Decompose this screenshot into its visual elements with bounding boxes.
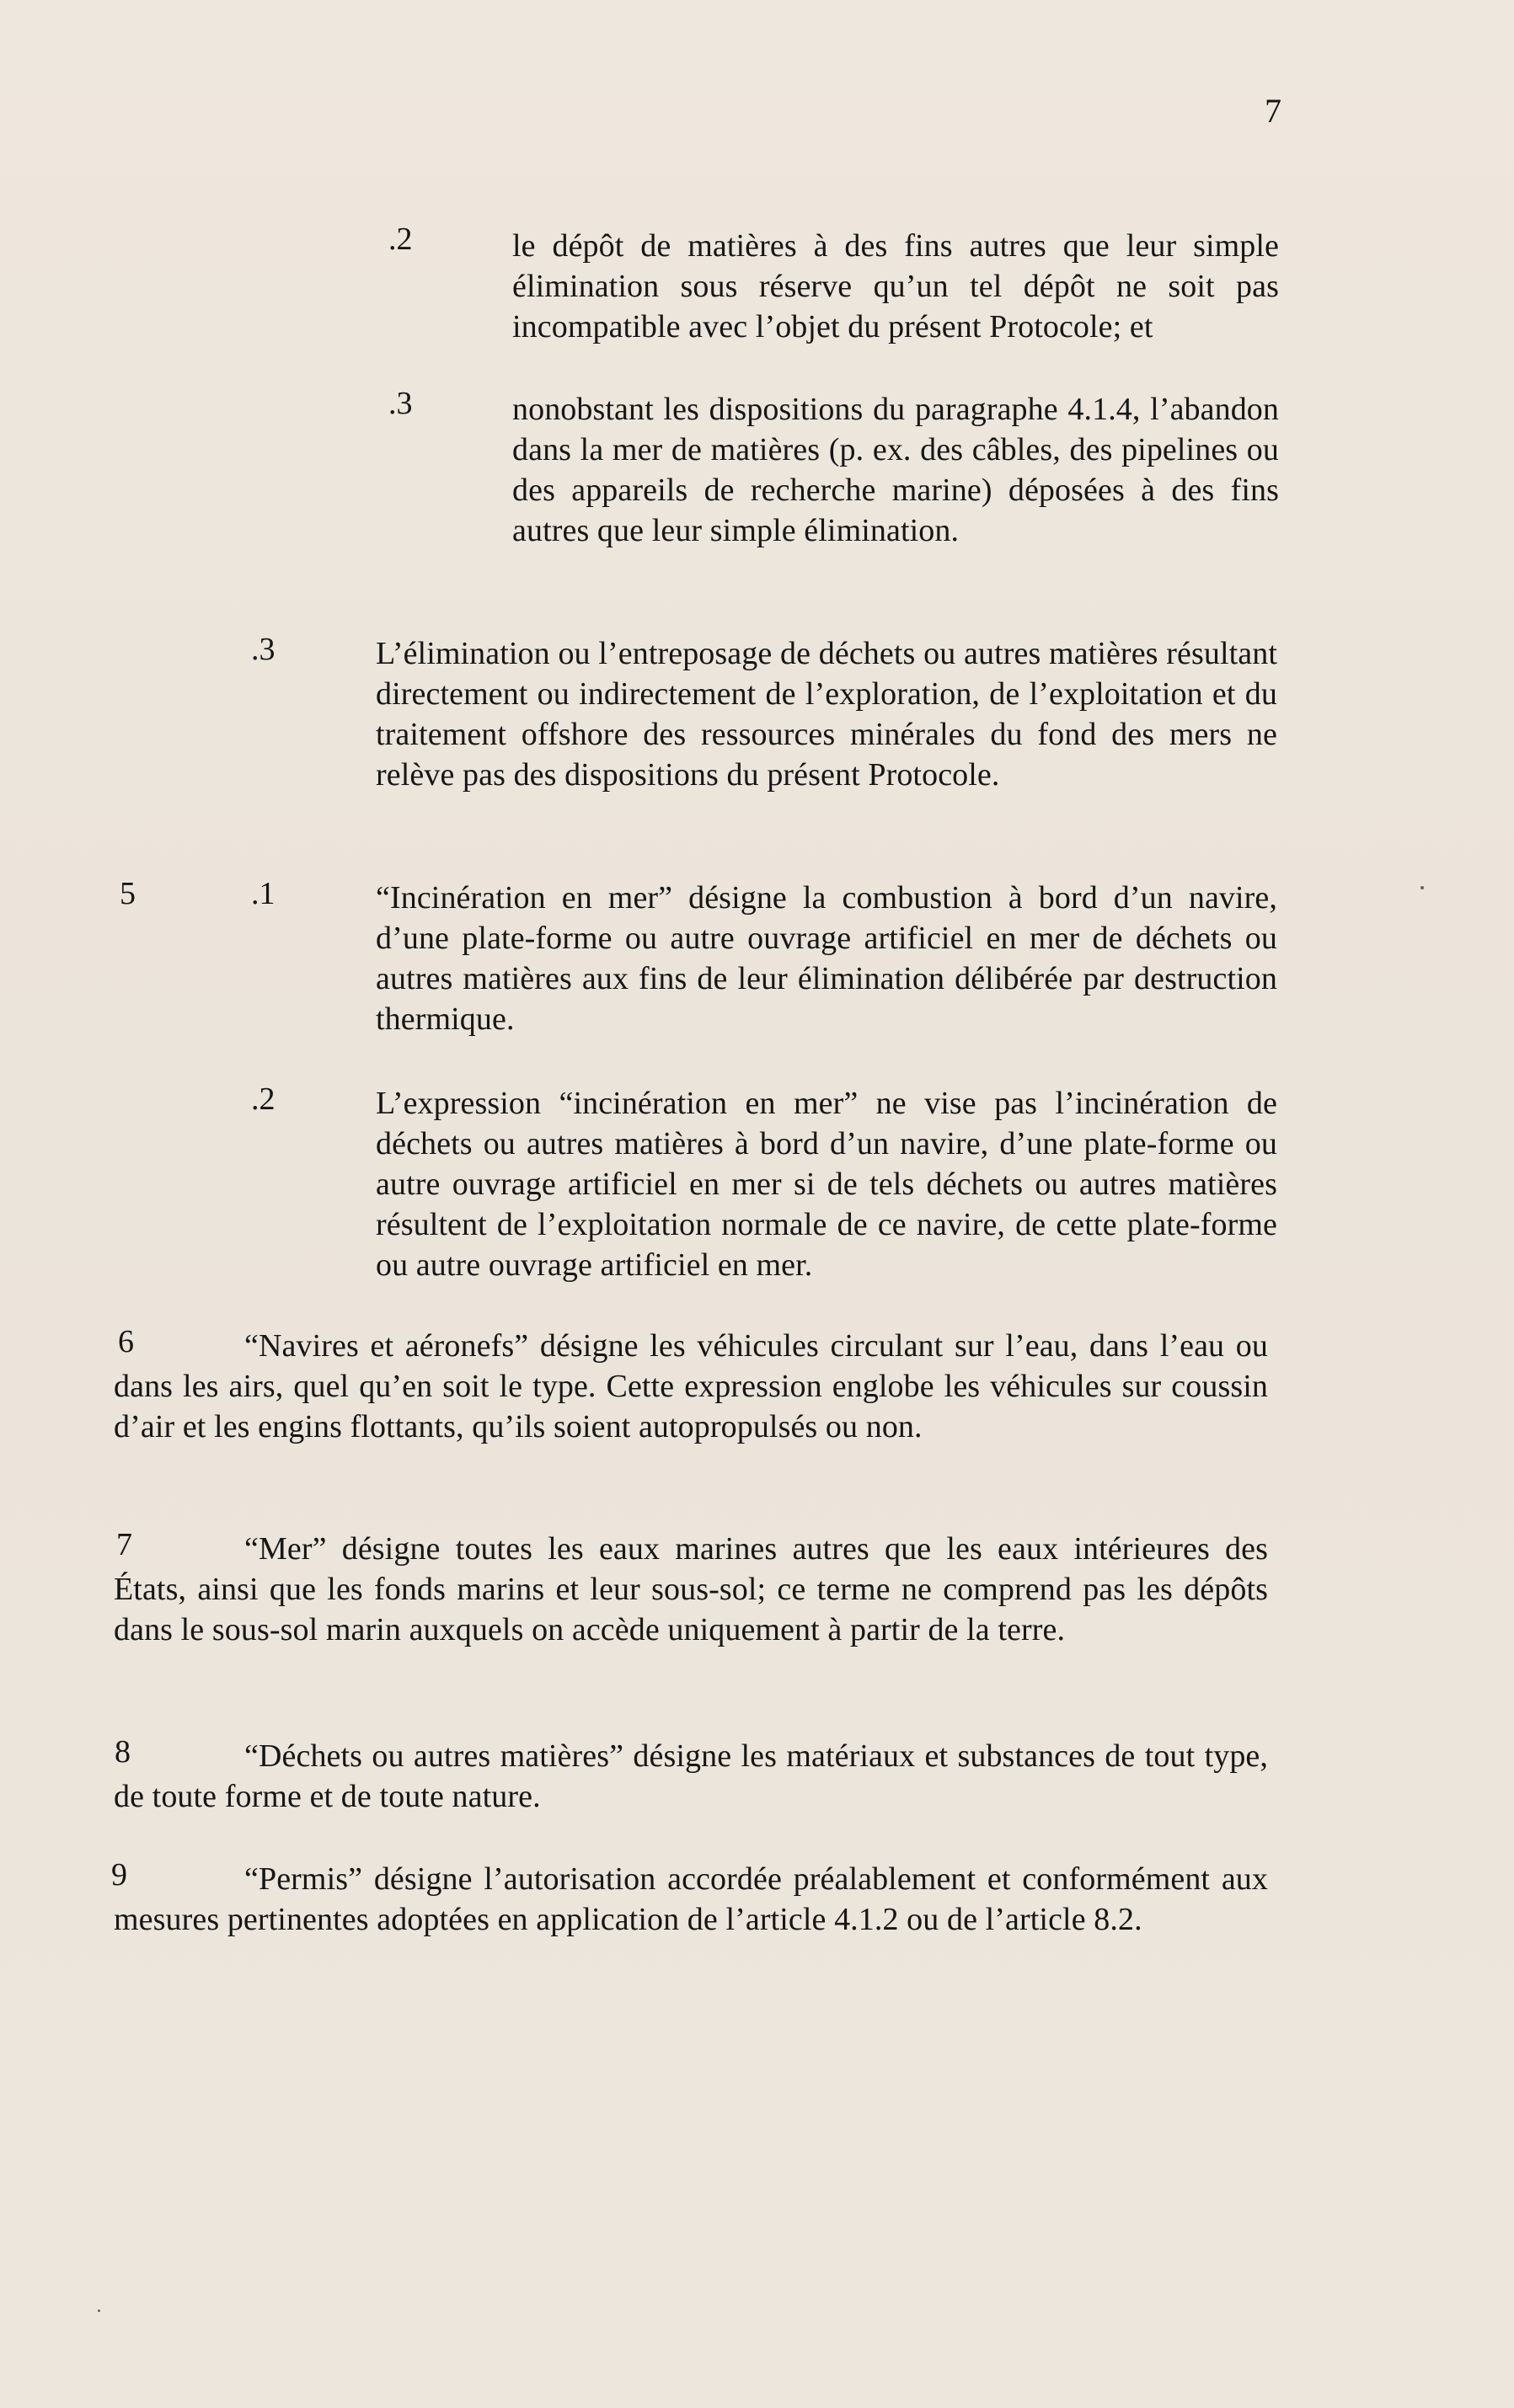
definition-paragraph: “Permis” désigne l’autorisation accordée préalablement et conformément aux mesures pertinentes adoptées en application de l’article 4.1.2 ou de l’article 8.2. — [114, 1861, 1268, 1937]
subsection-paragraph: L’élimination ou l’entreposage de déchets ou autres matières résultant directement ou indirectement de l’exploration, de l’exploitation et du traitement offshore des ressources minérales du fond des mers ne relève pas des dispositions du présent Protocole. — [376, 636, 1277, 793]
page-number: 7 — [1265, 92, 1281, 130]
scan-speck — [98, 2309, 100, 2312]
section-number: 7 — [116, 1527, 132, 1562]
subsection-marker: .1 — [251, 876, 276, 911]
clause-marker: .3 — [388, 386, 413, 421]
scan-speck — [1420, 886, 1424, 889]
section-number: 5 — [120, 876, 136, 911]
section-number: 8 — [115, 1734, 131, 1770]
subsection-marker: .3 — [251, 632, 276, 667]
clause-paragraph: nonobstant les dispositions du paragraphe 4.1.4, l’abandon dans la mer de matières (p. ex. des câbles, des pipelines ou des appareils de recherche marine) déposées à des fins autres que leur simple élimination. — [512, 392, 1279, 548]
subsection-marker: .2 — [251, 1081, 276, 1117]
definition-paragraph: “Déchets ou autres matières” désigne les matériaux et substances de tout type, de toute forme et de toute nature. — [114, 1738, 1268, 1814]
section-number: 6 — [118, 1324, 134, 1359]
definition-paragraph: “Mer” désigne toutes les eaux marines autres que les eaux intérieures des États, ainsi que les fonds marins et leur sous-sol; ce terme ne comprend pas les dépôts dans le sous-sol marin auxquels on accède uniquement à partir de la terre. — [114, 1531, 1268, 1647]
subsection-paragraph: “Incinération en mer” désigne la combustion à bord d’un navire, d’une plate-forme ou autre ouvrage artificiel en mer de déchets ou autres matières aux fins de leur élimination délibérée par destruction thermique. — [376, 880, 1277, 1037]
definition-paragraph: “Navires et aéronefs” désigne les véhicules circulant sur l’eau, dans l’eau ou dans les airs, quel qu’en soit le type. Cette expression englobe les véhicules sur coussin d’air et les engins flottants, qu’ils soient autopropulsés ou non. — [114, 1328, 1268, 1444]
section-number: 9 — [111, 1857, 127, 1893]
clause-paragraph: le dépôt de matières à des fins autres que leur simple élimination sous réserve qu’un tel dépôt ne soit pas incompatible avec l’objet du présent Protocole; et — [512, 228, 1279, 344]
subsection-paragraph: L’expression “incinération en mer” ne vise pas l’incinération de déchets ou autres matières à bord d’un navire, d’une plate-forme ou autre ouvrage artificiel en mer si de tels déchets ou autres matières résultent de l’exploitation normale de ce navire, de cette plate-forme ou autre ouvrage artificiel en mer. — [376, 1086, 1277, 1283]
clause-marker: .2 — [388, 222, 413, 257]
